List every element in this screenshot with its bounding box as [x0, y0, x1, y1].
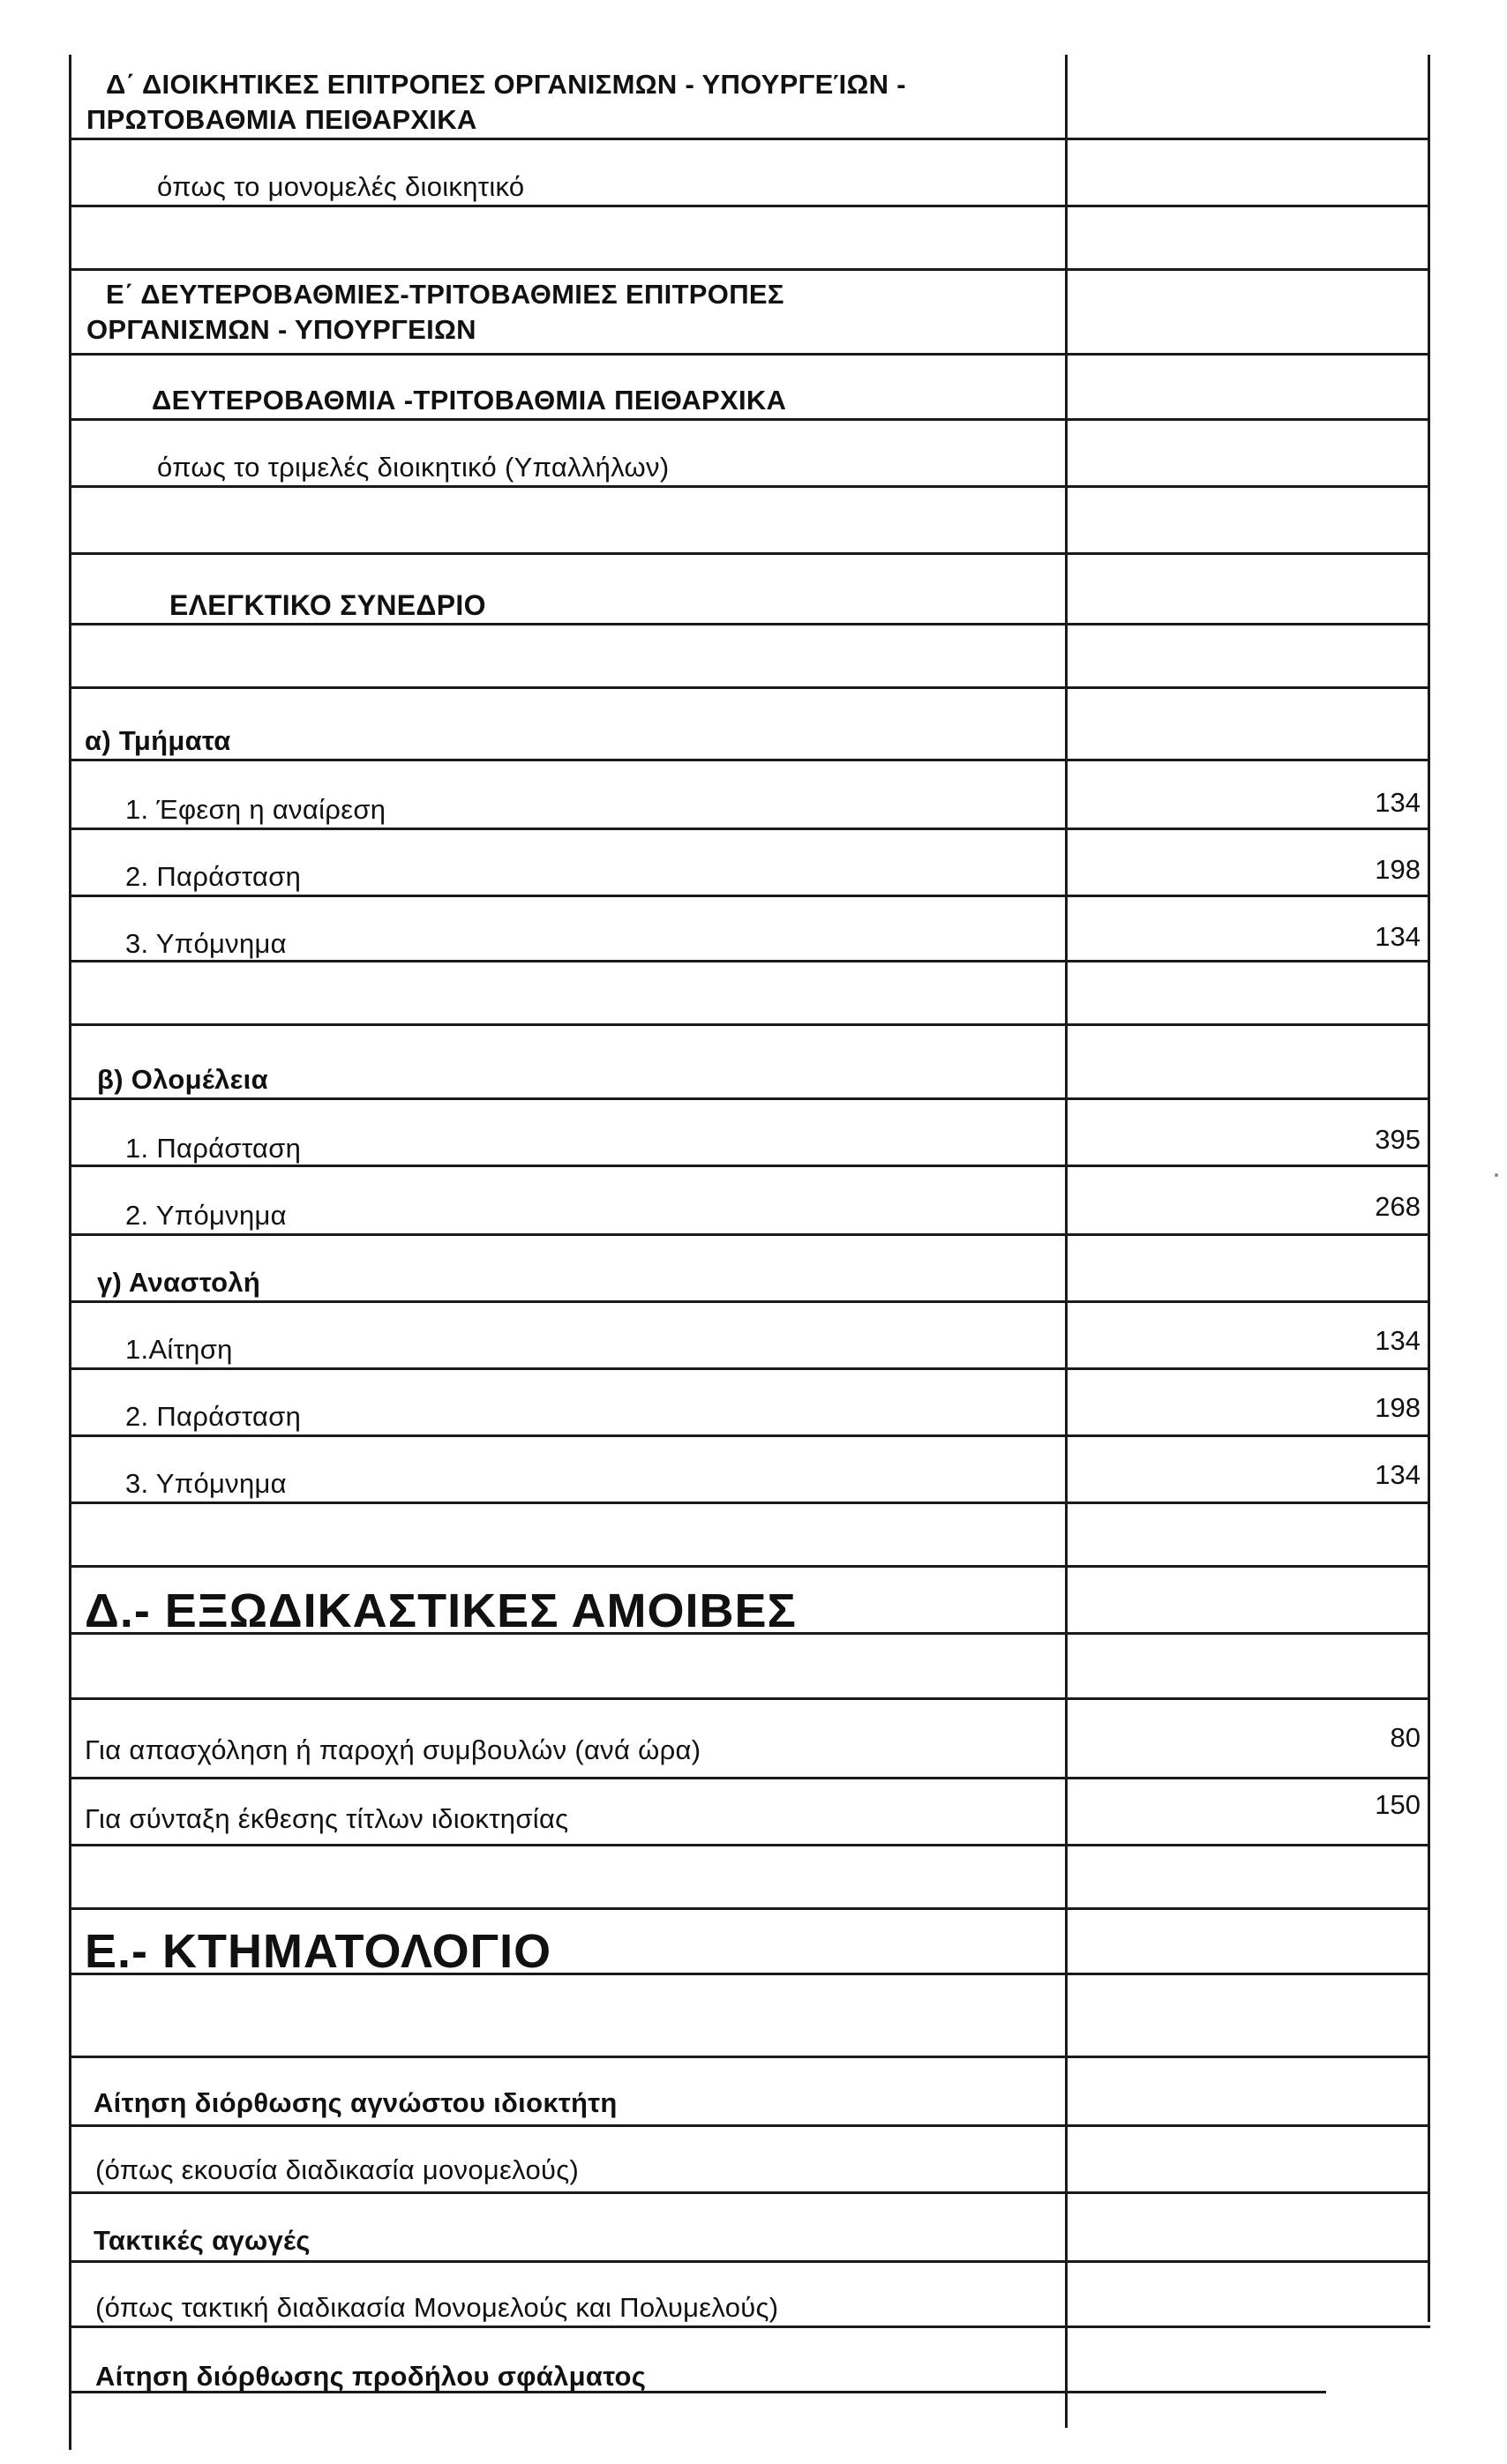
suspension-amount-3: 134 — [1375, 1459, 1421, 1490]
row-rule — [69, 1097, 1430, 1100]
row-rule — [69, 2325, 1430, 2328]
audit-court-heading: ΕΛΕΓΚΤΙΚΟ ΣΥΝΕΔΡΙΟ — [169, 589, 486, 621]
row-rule — [69, 552, 1430, 555]
extrajudicial-amount-2: 150 — [1375, 1789, 1421, 1820]
departments-label: α) Τμήματα — [85, 725, 231, 756]
extrajudicial-item-2: Για σύνταξη έκθεσης τίτλων ιδιοκτησίας — [85, 1803, 569, 1834]
row-rule — [69, 1023, 1430, 1026]
extrajudicial-heading: Δ.- ΕΞΩΔΙΚΑΣΤΙΚΕΣ ΑΜΟΙΒΕΣ — [85, 1584, 797, 1637]
committees-d-heading-line1: Δ΄ ΔΙΟΙΚΗΤΙΚΕΣ ΕΠΙΤΡΟΠΕΣ ΟΡΓΑΝΙΣΜΩΝ - ΥΠΟΥΡΓΕΊΩΝ - — [106, 69, 906, 100]
suspension-amount-2: 198 — [1375, 1392, 1421, 1423]
row-rule — [69, 1367, 1430, 1370]
row-rule — [69, 2124, 1430, 2127]
departments-amount-2: 198 — [1375, 854, 1421, 885]
row-rule — [69, 623, 1430, 625]
row-rule — [69, 2260, 1430, 2263]
row-rule — [69, 2191, 1430, 2194]
cadastre-heading: Ε.- ΚΤΗΜΑΤΟΛΟΓΙΟ — [85, 1925, 552, 1978]
row-rule — [69, 418, 1430, 421]
row-rule — [69, 1233, 1430, 1236]
regular-actions: Τακτικές αγωγές — [94, 2225, 311, 2256]
plenary-amount-2: 268 — [1375, 1191, 1421, 1222]
suspension-amount-1: 134 — [1375, 1325, 1421, 1356]
row-rule — [69, 353, 1430, 356]
row-rule — [69, 138, 1430, 140]
regular-actions-note: (όπως τακτική διαδικασία Μονομελούς και Πολυμελούς) — [95, 2292, 779, 2323]
plenary-label: β) Ολομέλεια — [97, 1064, 268, 1095]
suspension-label: γ) Αναστολή — [97, 1267, 261, 1298]
plenary-amount-1: 395 — [1375, 1124, 1421, 1155]
suspension-item-2: 2. Παράσταση — [125, 1401, 302, 1432]
column-divider — [1065, 55, 1068, 2428]
row-rule — [69, 1502, 1430, 1504]
suspension-item-3: 3. Υπόμνημα — [125, 1468, 287, 1499]
row-rule — [69, 1907, 1430, 1910]
unknown-owner-request: Αίτηση διόρθωσης αγνώστου ιδιοκτήτη — [94, 2087, 618, 2118]
committees-e-note: όπως το τριμελές διοικητικό (Υπαλλήλων) — [157, 452, 670, 483]
row-rule — [69, 686, 1430, 689]
left-border — [69, 55, 71, 2450]
row-rule — [69, 828, 1430, 830]
right-border — [1428, 55, 1430, 2322]
row-rule — [69, 759, 1430, 761]
departments-item-2: 2. Παράσταση — [125, 861, 302, 892]
row-rule — [69, 1165, 1430, 1167]
unknown-owner-note: (όπως εκουσία διαδικασία μονομελούς) — [95, 2154, 580, 2185]
row-rule — [69, 960, 1430, 962]
departments-item-3: 3. Υπόμνημα — [125, 928, 287, 959]
departments-item-1: 1. Έφεση η αναίρεση — [125, 794, 386, 825]
plenary-item-1: 1. Παράσταση — [125, 1133, 302, 1164]
extrajudicial-amount-1: 80 — [1390, 1722, 1421, 1753]
plenary-item-2: 2. Υπόμνημα — [125, 1200, 287, 1231]
row-rule — [69, 1697, 1430, 1700]
committees-d-heading-line2: ΠΡΩΤΟΒΑΘΜΙΑ ΠΕΙΘΑΡΧΙΚΑ — [86, 104, 477, 135]
departments-amount-1: 134 — [1375, 787, 1421, 818]
suspension-item-1: 1.Αίτηση — [125, 1334, 233, 1365]
row-rule — [69, 2056, 1430, 2058]
committees-e-heading-line1: Ε΄ ΔΕΥΤΕΡΟΒΑΘΜΙΕΣ-ΤΡΙΤΟΒΑΘΜΙΕΣ ΕΠΙΤΡΟΠΕΣ — [106, 279, 784, 310]
departments-amount-3: 134 — [1375, 921, 1421, 952]
row-rule — [69, 895, 1430, 897]
row-rule — [69, 205, 1430, 207]
scan-speck — [1495, 1173, 1498, 1177]
committees-d-note: όπως το μονομελές διοικητικό — [157, 171, 525, 202]
row-rule — [69, 1434, 1430, 1437]
row-rule — [69, 1777, 1430, 1779]
row-rule — [69, 1565, 1430, 1568]
row-rule — [69, 268, 1430, 271]
extrajudicial-item-1: Για απασχόληση ή παροχή συμβουλών (ανά ώρα) — [85, 1734, 701, 1765]
obvious-error-request: Αίτηση διόρθωσης προδήλου σφάλματος — [95, 2361, 647, 2392]
committees-e-heading-line2: ΟΡΓΑΝΙΣΜΩΝ - ΥΠΟΥΡΓΕΙΩΝ — [86, 314, 476, 345]
row-rule — [69, 1300, 1430, 1303]
row-rule — [69, 1844, 1430, 1846]
row-rule — [69, 485, 1430, 488]
committees-e-subheading: ΔΕΥΤΕΡΟΒΑΘΜΙΑ -ΤΡΙΤΟΒΑΘΜΙΑ ΠΕΙΘΑΡΧΙΚΑ — [152, 385, 787, 416]
